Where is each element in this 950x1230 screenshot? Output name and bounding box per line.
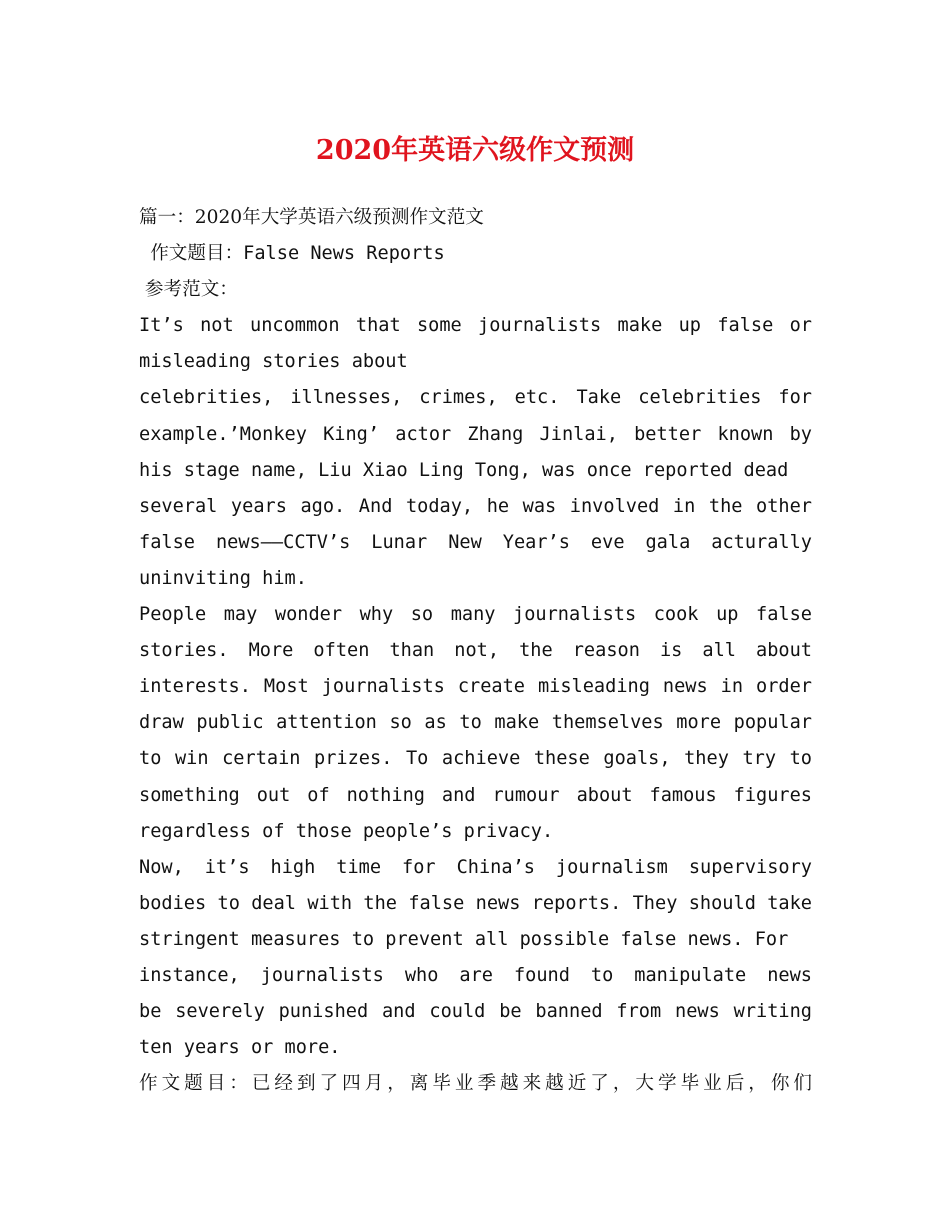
document-title: 2020年英语六级作文预测 — [315, 135, 635, 166]
text-line: celebrities, illnesses, crimes, etc. Take celebrities for — [139, 387, 812, 409]
text-line: regardless of those people’s privacy. — [139, 820, 554, 842]
text-line: 参考范文： — [139, 279, 238, 301]
text-line: uninviting him. — [139, 567, 307, 589]
text-line: 作文题目：False News Reports — [139, 243, 445, 265]
text-line: several years ago. And today, he was involved in the other — [139, 495, 812, 517]
text-line: stringent measures to prevent all possible false news. For — [139, 928, 789, 950]
text-line: something out of nothing and rumour about famous figures — [139, 784, 812, 806]
text-line: Now, it’s high time for China’s journalism supervisory — [139, 856, 812, 878]
text-line: instance, journalists who are found to manipulate news — [139, 964, 812, 986]
text-line: be severely punished and could be banned from news writing — [139, 1001, 812, 1023]
text-line: bodies to deal with the false news reports. They should take — [139, 892, 812, 914]
essay-body — [139, 200, 812, 1102]
text-line: to win certain prizes. To achieve these goals, they try to — [139, 748, 812, 770]
text-line: People may wonder why so many journalists cook up false — [139, 604, 812, 626]
text-line: misleading stories about — [139, 351, 408, 373]
text-line: 作文题目：已经到了四月，离毕业季越来越近了，大学毕业后，你们 — [139, 1073, 812, 1095]
text-line: interests. Most journalists create misleading news in order — [139, 676, 812, 698]
text-line: It’s not uncommon that some journalists make up false or — [139, 315, 812, 337]
text-line: false news——CCTV’s Lunar New Year’s eve gala acturally — [139, 531, 812, 553]
text-line: ten years or more. — [139, 1037, 341, 1059]
text-line: example.’Monkey King’ actor Zhang Jinlai, better known by — [139, 423, 812, 445]
text-line: draw public attention so as to make themselves more popular — [139, 712, 812, 734]
text-line: 篇一：2020年大学英语六级预测作文范文 — [139, 207, 484, 228]
text-line: stories. More often than not, the reason is all about — [139, 640, 812, 662]
text-line: his stage name, Liu Xiao Ling Tong, was once reported dead — [139, 459, 789, 481]
